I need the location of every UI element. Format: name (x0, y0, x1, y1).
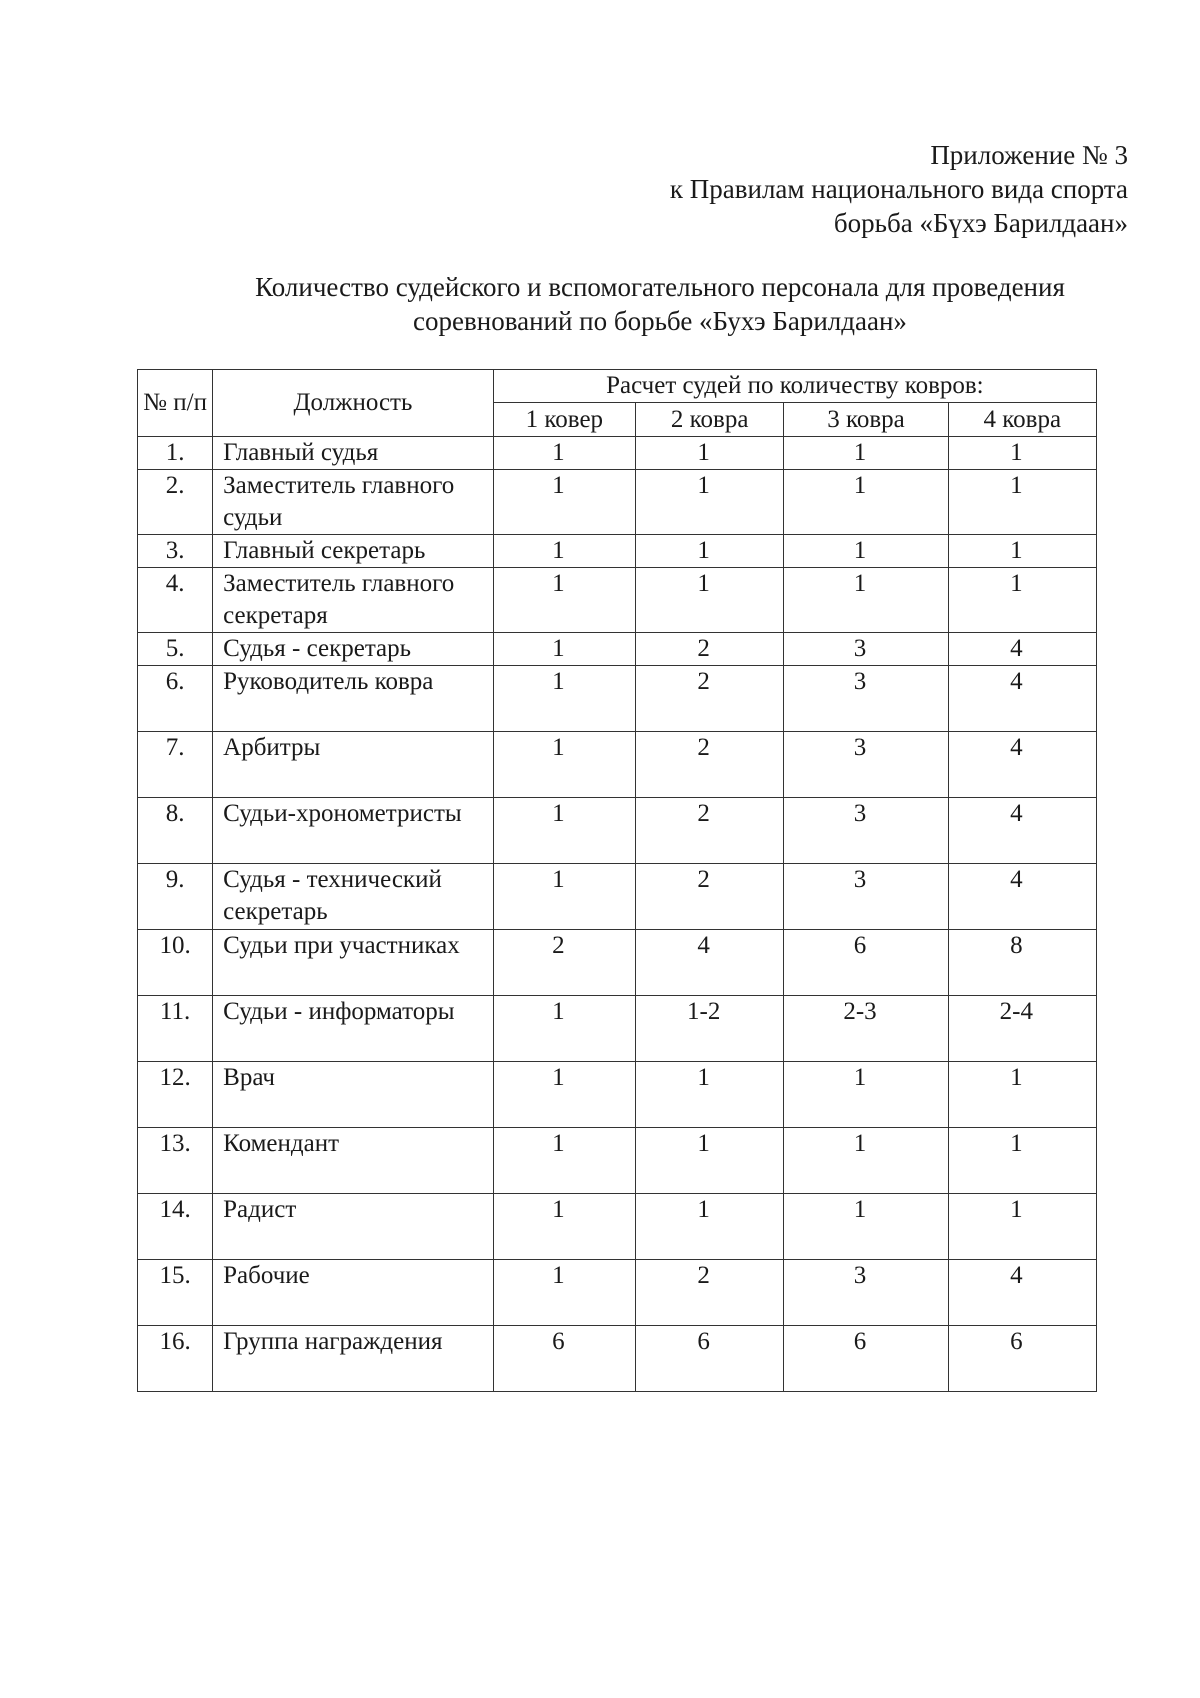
row-number: 8. (138, 798, 213, 864)
row-position: Арбитры (213, 732, 494, 798)
row-position: Рабочие (213, 1260, 494, 1326)
row-value: 4 (948, 633, 1096, 666)
row-value: 2-3 (784, 996, 948, 1062)
table-row (138, 470, 1097, 535)
row-value: 1-2 (636, 996, 784, 1062)
table-row (138, 437, 1097, 470)
row-value: 1 (493, 568, 635, 633)
appendix-number: Приложение № 3 (930, 140, 1128, 170)
row-value: 1 (948, 1062, 1096, 1128)
row-value: 1 (493, 535, 635, 568)
row-value: 1 (636, 1062, 784, 1128)
table-row (138, 1326, 1097, 1392)
row-value: 1 (493, 1260, 635, 1326)
row-number: 6. (138, 666, 213, 732)
table-row (138, 568, 1097, 633)
appendix-header (528, 138, 1128, 240)
row-number: 12. (138, 1062, 213, 1128)
header-col-2: 2 ковра (636, 403, 784, 437)
row-value: 1 (948, 1128, 1096, 1194)
row-position: Заместитель главного секретаря (213, 568, 494, 633)
row-value: 2 (636, 798, 784, 864)
row-position: Заместитель главного судьи (213, 470, 494, 535)
table-row (138, 633, 1097, 666)
row-value: 1 (948, 470, 1096, 535)
row-value: 1 (493, 437, 635, 470)
row-value: 3 (784, 666, 948, 732)
row-value: 4 (948, 1260, 1096, 1326)
row-position: Руководитель ковра (213, 666, 494, 732)
row-value: 1 (493, 996, 635, 1062)
appendix-reference: к Правилам национального вида спорта (669, 174, 1128, 204)
table-row (138, 798, 1097, 864)
row-position: Комендант (213, 1128, 494, 1194)
row-value: 2 (636, 864, 784, 930)
row-value: 6 (493, 1326, 635, 1392)
row-value: 1 (636, 1128, 784, 1194)
row-value: 1 (948, 568, 1096, 633)
header-group: Расчет судей по количеству ковров: (493, 370, 1096, 403)
table-row (138, 1194, 1097, 1260)
row-number: 5. (138, 633, 213, 666)
row-value: 2 (636, 732, 784, 798)
table-row (138, 1062, 1097, 1128)
document-title (180, 270, 1140, 338)
row-value: 3 (784, 798, 948, 864)
row-number: 13. (138, 1128, 213, 1194)
row-position: Врач (213, 1062, 494, 1128)
table-row (138, 864, 1097, 930)
row-value: 1 (636, 437, 784, 470)
row-value: 3 (784, 864, 948, 930)
row-value: 1 (948, 535, 1096, 568)
row-value: 6 (784, 930, 948, 996)
table-row (138, 930, 1097, 996)
document-title-line-2: соревнований по борьбе «Бухэ Барилдаан» (413, 306, 907, 336)
row-value: 1 (784, 470, 948, 535)
row-value: 1 (493, 470, 635, 535)
row-value: 1 (493, 666, 635, 732)
table-row (138, 996, 1097, 1062)
header-number: № п/п (138, 370, 213, 437)
row-value: 1 (784, 1062, 948, 1128)
row-value: 4 (948, 798, 1096, 864)
row-position: Радист (213, 1194, 494, 1260)
row-value: 2 (493, 930, 635, 996)
row-value: 6 (948, 1326, 1096, 1392)
header-col-4: 4 ковра (948, 403, 1096, 437)
row-value: 3 (784, 633, 948, 666)
row-value: 1 (493, 1194, 635, 1260)
header-col-3: 3 ковра (784, 403, 948, 437)
table-row (138, 1128, 1097, 1194)
row-position: Главный судья (213, 437, 494, 470)
staff-table (137, 369, 1097, 1392)
row-value: 1 (948, 437, 1096, 470)
row-number: 14. (138, 1194, 213, 1260)
header-col-1: 1 ковер (493, 403, 635, 437)
row-value: 1 (636, 470, 784, 535)
row-number: 11. (138, 996, 213, 1062)
row-position: Главный секретарь (213, 535, 494, 568)
table-row (138, 1260, 1097, 1326)
table-row (138, 732, 1097, 798)
row-number: 10. (138, 930, 213, 996)
row-value: 1 (948, 1194, 1096, 1260)
row-value: 1 (784, 437, 948, 470)
table-row (138, 535, 1097, 568)
row-value: 1 (636, 568, 784, 633)
row-value: 3 (784, 732, 948, 798)
row-number: 3. (138, 535, 213, 568)
row-value: 1 (493, 633, 635, 666)
row-value: 6 (636, 1326, 784, 1392)
row-value: 4 (948, 666, 1096, 732)
row-value: 8 (948, 930, 1096, 996)
document-title-line-1: Количество судейского и вспомогательного персонала для проведения (255, 272, 1065, 302)
row-position: Судьи - информаторы (213, 996, 494, 1062)
row-value: 6 (784, 1326, 948, 1392)
row-position: Судья - секретарь (213, 633, 494, 666)
row-value: 1 (493, 732, 635, 798)
row-value: 1 (493, 1128, 635, 1194)
row-number: 15. (138, 1260, 213, 1326)
row-value: 4 (948, 732, 1096, 798)
row-number: 1. (138, 437, 213, 470)
row-value: 1 (493, 798, 635, 864)
row-value: 1 (636, 1194, 784, 1260)
row-number: 2. (138, 470, 213, 535)
row-value: 1 (784, 568, 948, 633)
row-value: 2-4 (948, 996, 1096, 1062)
row-position: Судьи при участниках (213, 930, 494, 996)
row-value: 1 (493, 864, 635, 930)
row-value: 4 (636, 930, 784, 996)
row-value: 1 (784, 1128, 948, 1194)
row-value: 2 (636, 666, 784, 732)
row-value: 3 (784, 1260, 948, 1326)
row-number: 9. (138, 864, 213, 930)
row-number: 16. (138, 1326, 213, 1392)
row-number: 4. (138, 568, 213, 633)
row-number: 7. (138, 732, 213, 798)
row-value: 4 (948, 864, 1096, 930)
row-value: 2 (636, 1260, 784, 1326)
row-value: 1 (636, 535, 784, 568)
row-value: 1 (784, 535, 948, 568)
table-row (138, 666, 1097, 732)
appendix-sport-name: борьба «Бүхэ Барилдаан» (833, 208, 1128, 238)
row-value: 1 (784, 1194, 948, 1260)
row-value: 1 (493, 1062, 635, 1128)
row-position: Группа награждения (213, 1326, 494, 1392)
row-value: 2 (636, 633, 784, 666)
row-position: Судья - технический секретарь (213, 864, 494, 930)
row-position: Судьи-хронометристы (213, 798, 494, 864)
header-position: Должность (213, 370, 494, 437)
